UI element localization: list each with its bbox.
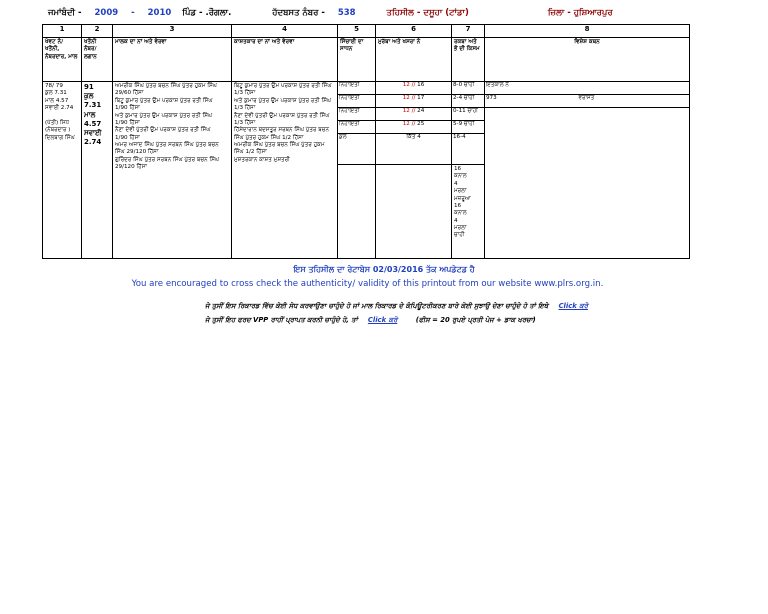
khasra-entry xyxy=(376,95,451,108)
owner-line: ਬਿਟੂ ਕੁਮਾਰ ਪੁੱਤਰ ਉਮ ਪਰਕਾਸ਼ ਪੁੱਤਰ ਰਤੀ ਸਿੰਘ xyxy=(115,97,213,104)
owner-line: ਅਮਰੀਕ ਸਿੰਘ ਪੁੱਤਰ ਬਚਨ ਸਿੰਘ ਪੁੱਤਰ ਹੁਕਮ ਸਿੰਘ xyxy=(115,83,217,89)
khewat-line: ਸਵਾਈ 2.74 xyxy=(45,105,74,112)
fee-note: (ਫੀਸ = 20 ਰੁਪਏ ਪ੍ਰਤੀ ਪੇਜ + ਡਾਕ ਖਰਚਾ) xyxy=(415,316,536,324)
cultivator-line: ਮੁਸ਼ਤਰਕਾਨ ਕਾਸ਼ਤ ਮੁਸ਼ਤਰੀ xyxy=(234,156,290,163)
district-name: ਜ਼ਿਲਾ - ਹੁਸ਼ਿਆਰਪੁਰ xyxy=(547,8,613,18)
separator: // xyxy=(411,95,416,101)
col-number: 2 xyxy=(82,25,113,38)
col-number: 3 xyxy=(113,25,232,38)
khatauni-line: ਮਾਲ xyxy=(84,110,96,119)
tehsil-name: ਤਹਿਸੀਲ - ਦਸੂਹਾ (ਟਾਂਡਾ) xyxy=(386,8,469,18)
correction-click-link[interactable]: Click ਕਰੋ xyxy=(558,302,588,310)
record-row xyxy=(43,82,690,259)
cultivator-line: ਬਿਟੂ ਕੁਮਾਰ ਪੁੱਤਰ ਉਮ ਪਰਕਾਸ਼ ਪੁੱਤਰ ਰਤੀ ਸਿੰਘ 1/3 ਹਿੱਸਾ xyxy=(234,83,332,97)
irrigation-entry: ਨਿਹਾਇਤੀ xyxy=(338,108,375,121)
area-entry: 8-0 ਚਾਹੀ xyxy=(452,82,484,95)
irrigation-total: ਕੁਲ xyxy=(338,134,375,165)
khatauni-line: ਕੁਲ 7.31 xyxy=(84,92,102,110)
khasra-number: 25 xyxy=(417,121,425,127)
database-update-note: ਇਸ ਤਹਿਸੀਲ ਦਾ ਰੇਟਾਬੇਸ 02/03/2016 ਤੱਕ ਅਪਡੇਟਡ ਹੈ xyxy=(293,265,475,274)
irrigation-entry: ਨਿਹਾਇਤੀ xyxy=(338,95,375,108)
owner-line: ਅਤੇ ਕੁਮਾਰ ਪੁੱਤਰ ਉਮ ਪਰਕਾਸ਼ ਪੁੱਤਰ ਰਤੀ ਸਿੰਘ xyxy=(115,112,213,119)
cultivator-line: ਨੈਣਾ ਦੇਵੀ ਪੁੱਤਰੀ ਉਮ ਪਰਕਾਸ਼ ਪੁੱਤਰ ਰਤੀ ਸਿੰਘ 1/3 ਹਿੱਸਾ xyxy=(234,112,330,126)
jamabandi-label: ਜਮਾਂਬੰਦੀ - xyxy=(48,8,82,18)
col-number: 4 xyxy=(232,25,338,38)
khasra-entry xyxy=(376,121,451,134)
remarks-line: ਇੰਤਕਾਲ ਨੰ xyxy=(485,82,689,95)
col-heading-owner: ਮਾਲਕ ਦਾ ਨਾਂ ਅਤੇ ਵੇਰਵਾ xyxy=(113,38,232,82)
owner-line: 1/90 ਹਿੱਸਾ xyxy=(115,105,140,112)
khewat-number: 78/ 79 xyxy=(45,83,63,89)
khasra-number: 17 xyxy=(417,95,425,101)
area-entry: 2-4 ਚਾਹੀ xyxy=(452,95,484,108)
jamabandi-table xyxy=(42,24,690,259)
murabba-number: 12 xyxy=(402,95,410,101)
col-number: 6 xyxy=(376,25,452,38)
khewat-line: ਦਿਲਬਾਗ ਸਿੰਘ xyxy=(45,134,75,141)
owner-cell xyxy=(113,82,232,259)
column-heading-row xyxy=(43,38,690,82)
khewat-line: (ਨੰਬਰਦਾਰ ) xyxy=(45,127,71,134)
year-separator: - xyxy=(131,8,135,18)
col-heading-irrigation: ਸਿੰਚਾਈ ਦਾ ਸਾਧਨ xyxy=(338,38,376,82)
khatauni-number: 91 xyxy=(84,83,94,91)
year-to: 2010 xyxy=(147,8,172,18)
hadbast-label: ਹੱਦਬਸਤ ਨੰਬਰ - xyxy=(272,8,325,18)
cultivator-line: ਅਮਰੀਕ ਸਿੰਘ ਪੁੱਤਰ ਬਚਨ ਸਿੰਘ ਪੁੱਤਰ ਹੁਕਮ ਸਿੰਘ 1/2 ਹਿੱਸਾ xyxy=(234,142,325,156)
area-entry: 5-9 ਚਾਹੀ xyxy=(452,121,484,134)
khasra-number: 16 xyxy=(417,82,425,88)
owner-line: 1/90 ਹਿੱਸਾ xyxy=(115,134,140,141)
col-heading-khewat: ਖੇਵਟ ਨੰ/ ਖਤੌਨੀ, ਨੰਬਰਦਾਰ, ਮਾਲ xyxy=(43,38,82,82)
owner-line: 1/90 ਹਿੱਸਾ xyxy=(115,119,140,126)
owner-line: ਅਮਰ ਅਜਾਦ ਸਿੰਘ ਪੁੱਤਰ ਸਰਬਨ ਸਿੰਘ ਪੁੱਤਰ ਬਚਨ ਸਿੰਘ 29/120 ਹਿੱਸਾ xyxy=(115,142,219,156)
khewat-cell xyxy=(43,82,82,259)
vpp-request-text: ਜੇ ਤੁਸੀਂ ਇਹ ਫਰਦ VPP ਰਾਹੀਂ ਪ੍ਰਾਪਤ ਕਰਨੀ ਚਾਹੁੰਦੇ ਹੋ, ਤਾਂ xyxy=(205,316,358,324)
irrigation-entry: ਨਿਹਾਇਤੀ xyxy=(338,82,375,95)
khasra-entry xyxy=(376,108,451,121)
murabba-number: 12 xyxy=(402,121,410,127)
vpp-request-line xyxy=(205,316,536,325)
khewat-line xyxy=(45,113,79,120)
area-entry: 0-11 ਚਾਹੀ xyxy=(452,108,484,121)
col-heading-remarks: ਵਿਸ਼ੇਸ਼ ਕਥਨ xyxy=(485,38,690,82)
khewat-line: (ਪੱਤੀ) ਸਿਧ xyxy=(45,119,70,126)
village-name: ਪਿੰਡ - .ਰੌਗਲਾ. xyxy=(182,8,232,18)
mutation-number: 973 xyxy=(486,95,497,101)
separator: // xyxy=(411,121,416,127)
separator: // xyxy=(411,108,416,114)
col-number: 7 xyxy=(452,25,485,38)
col-heading-khatauni: ਖਤੌਨੀ ਨੰਬਰ/ ਲਗਾਨ xyxy=(82,38,113,82)
mutation-status: ਵਰਾਸਤ xyxy=(578,95,595,101)
khasra-entry xyxy=(376,82,451,95)
cultivator-line: ਅਤੇ ਕੁਮਾਰ ਪੁੱਤਰ ਉਮ ਪਰਕਾਸ਼ ਪੁੱਤਰ ਰਤੀ ਸਿੰਘ 1/3 ਹਿੱਸਾ xyxy=(234,97,332,112)
irrigation-entry: ਨਿਹਾਇਤੀ xyxy=(338,121,375,134)
col-heading-khasra: ਮੁਰੱਬਾ ਅਤੇ ਖਸਰਾ ਨੰ xyxy=(376,38,452,82)
khasra-number: 24 xyxy=(417,108,425,114)
khatauni-cell xyxy=(82,82,113,259)
khewat-line: ਕੁਲ 7.31 xyxy=(45,90,67,97)
khatauni-line: 2.74 xyxy=(84,138,102,147)
murabba-number: 12 xyxy=(402,108,410,114)
col-heading-cultivator: ਕਾਸ਼ਤਕਾਰ ਦਾ ਨਾਂ ਅਤੇ ਵੇਰਵਾ xyxy=(232,38,338,82)
correction-request-line xyxy=(205,302,588,311)
owner-line: ਨੈਣਾ ਦੇਵੀ ਪੁੱਤਰੀ ਉਮ ਪਰਕਾਸ਼ ਪੁੱਤਰ ਰਤੀ ਸਿੰਘ xyxy=(115,127,211,134)
correction-request-text: ਜੇ ਤੁਸੀਂ ਇਸ ਰਿਕਾਰਡ ਵਿੱਚ ਕੋਈ ਸੋਧ ਕਰਵਾਉਣਾ ਚਾਹੁੰਦੇ ਹੋ ਜਾਂ ਮਾਲ ਰਿਕਾਰਡ ਦੇ ਕੰਪਿਊਟਰੀਕਰਣ ਬਾਰੇ ਕੋਈ ਸੁਝਾਉ ਦੇਣਾ ਚਾਹੁੰਦੇ ਹੋ ਤਾਂ ਇਥੇ xyxy=(205,302,549,310)
owner-line: ਗੁਰਿੰਦਰ ਸਿੰਘ ਪੁੱਤਰ ਸਰਬਨ ਸਿੰਘ ਪੁੱਤਰ ਬਚਨ ਸਿੰਘ 29/120 ਹਿੱਸਾ xyxy=(115,156,220,171)
column-number-row xyxy=(43,25,690,38)
khatauni-line: ਸਵਾਈ xyxy=(84,129,102,138)
khewat-line: ਮਾਲ 4.57 xyxy=(45,97,69,104)
hadbast-number: 538 xyxy=(337,8,356,18)
vpp-click-link[interactable]: Click ਕਰੋ xyxy=(367,316,398,324)
authenticity-note: You are encouraged to cross check the authenticity/ validity of this printout from our website www.plrs.org.in. xyxy=(131,279,604,289)
col-number: 5 xyxy=(338,25,376,38)
owner-line: 29/60 ਹਿੱਸਾ xyxy=(115,90,144,97)
year-from: 2009 xyxy=(94,8,119,18)
mutation-row xyxy=(485,95,689,108)
col-heading-area: ਰਕਬਾ ਅਤੇ ਭੋਂ ਦੀ ਕਿਸਮ xyxy=(452,38,485,82)
area-summary: 16 ਕਨਾਲ 4 ਮਰਲਾ ਮਜ਼ਰੂਆ 16 ਕਨਾਲ 4 ਮਰਲਾ ਚਾਹੀ xyxy=(454,166,471,239)
separator: // xyxy=(411,82,416,88)
cultivator-cell xyxy=(232,82,338,259)
col-number: 8 xyxy=(485,25,690,38)
murabba-number: 12 xyxy=(402,82,410,88)
document-header xyxy=(48,8,613,18)
irrigation-cell xyxy=(338,82,376,259)
col-number: 1 xyxy=(43,25,82,38)
khatauni-line: 4.57 xyxy=(84,119,102,128)
cultivator-line: ਹਿੱਸੇਦਾਰਾਨ ਬਦਸਤੂਰ ਸਰਬਨ ਸਿੰਘ ਪੁੱਤਰ ਬਚਨ ਸਿੰਘ ਪੁੱਤਰ ਹੁਕਮ ਸਿੰਘ 1/2 ਹਿੱਸਾ xyxy=(234,127,329,141)
area-total: 16-4 xyxy=(452,134,484,165)
khasra-total: ਕਿੱਤੇ 4 xyxy=(376,134,451,165)
remarks-cell xyxy=(485,82,690,259)
